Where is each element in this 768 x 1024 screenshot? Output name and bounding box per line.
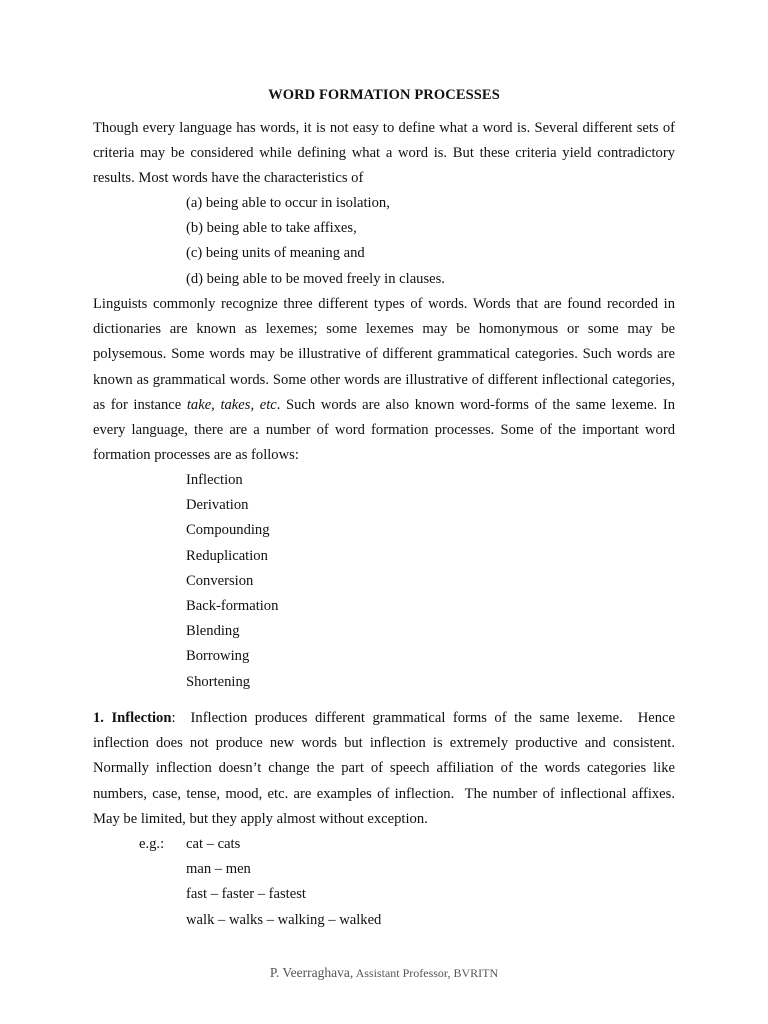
process-item: Conversion xyxy=(186,572,254,589)
footer-author: P. Veerraghava, xyxy=(269,965,354,980)
process-item: Borrowing xyxy=(186,648,250,665)
inflection-colon: : xyxy=(171,710,176,726)
footer-affiliation: Assistant Professor, BVRITN xyxy=(353,966,499,980)
criteria-item: (b) being able to take affixes, xyxy=(186,220,357,237)
process-item: Inflection xyxy=(186,472,243,488)
process-item: Back-formation xyxy=(186,598,279,615)
example-list xyxy=(186,832,381,933)
process-item: Compounding xyxy=(186,522,270,539)
process-item: Blending xyxy=(186,623,240,640)
intro-paragraph: Though every language has words, it is not easy to define what a word is. Several different sets of criteria may be considered while defining what a word is. But these criteria yield contradictory results. Most words have the characteristics of xyxy=(93,120,675,187)
example-item: walk – walks – walking – walked xyxy=(186,911,382,928)
criteria-item: (d) being able to be moved freely in clauses. xyxy=(186,270,445,287)
word-types-text-2: . Such words are also known word-forms of the same lexeme. In every language, there are a number of word formation processes. Some of the important word formation processes are as follows: xyxy=(93,396,675,464)
inflection-heading: 1. Inflection xyxy=(93,710,172,726)
process-item: Reduplication xyxy=(186,547,268,564)
page-footer xyxy=(0,965,768,981)
process-list xyxy=(186,468,278,695)
criteria-list xyxy=(186,191,445,292)
criteria-item: (c) being units of meaning and xyxy=(186,245,365,262)
word-types-text-1: Linguists commonly recognize three different types of words. Words that are found recorded in dictionaries are known as lexemes; some lexemes may be homonymous or some may be polysemous. Some words may be illustrative of different grammatical categories. Such words are known as grammatical words. Some other words are illustrative of different inflectional categories, as for instance xyxy=(93,296,675,413)
example-item: cat – cats xyxy=(186,836,241,852)
example-label: e.g.: xyxy=(139,836,165,852)
process-item: Derivation xyxy=(186,497,249,514)
word-types-italic-example: take, takes, etc xyxy=(186,396,277,413)
example-item: fast – faster – fastest xyxy=(186,886,306,903)
inflection-text: Inflection produces different grammatical forms of the same lexeme. Hence inflection does not produce new words but inflection is extremely productive and consistent. Normally inflection doesn’t change the part of speech affiliation of the words categories like numbers, case, tense, mood, etc. are examples of inflection. The number of inflectional affixes. May be limited, but they apply almost without exception. xyxy=(93,710,683,827)
process-item: Shortening xyxy=(186,673,251,690)
inflection-paragraph xyxy=(93,706,683,832)
word-types-paragraph xyxy=(93,292,675,468)
document-title: WORD FORMATION PROCESSES xyxy=(268,87,500,103)
example-item: man – men xyxy=(186,861,251,878)
criteria-item: (a) being able to occur in isolation, xyxy=(186,195,390,211)
